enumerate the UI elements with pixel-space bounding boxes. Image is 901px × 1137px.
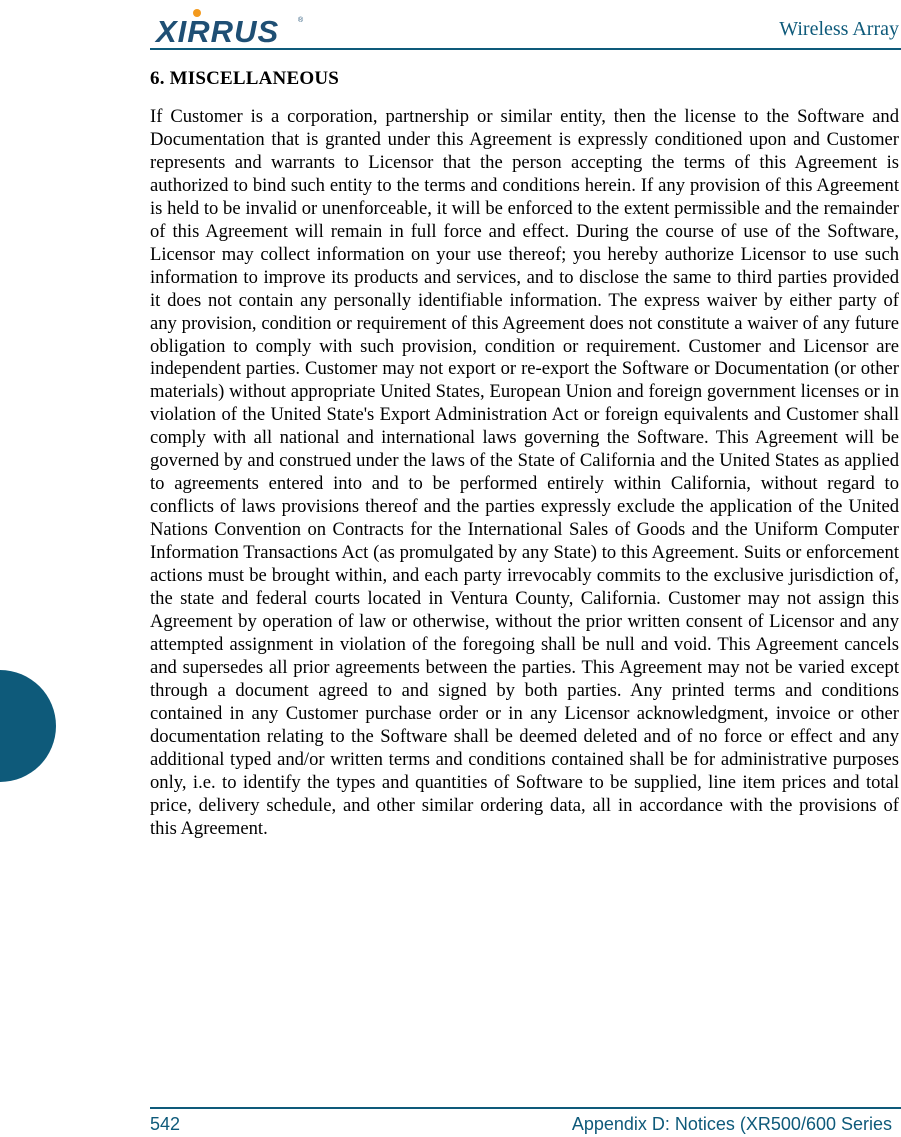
- chapter-tab-marker: [0, 670, 56, 782]
- section-heading: 6. MISCELLANEOUS: [150, 68, 340, 89]
- footer-chapter-title: Appendix D: Notices (XR500/600 Series: [571, 1114, 892, 1134]
- page-header: [150, 0, 901, 52]
- body-paragraph: If Customer is a corporation, partnership or similar entity, then the license to the Software and Documentation that is granted under this Agreement is expressly conditioned upon and Customer represents and warrants to Licensor that the person accepting the terms of this Agreement is authorized to bind such entity to the terms and conditions herein. If any provision of this Agreement is held to be invalid or unenforceable, it will be enforced to the extent permissible and the remainder of this Agreement will remain in full force and effect. During the course of use of the Software, Licensor may collect information on your use thereof; you hereby authorize Licensor to use such information to improve its products and services, and to disclose the same to third parties provided it does not contain any personally identifiable information. The express waiver by either party of any provision, condition or requirement of this Agreement does not constitute a waiver of any future obligation to comply with such provision, condition or requirement. Customer and Licensor are independent parties. Customer may not export or re-export the Software or Documentation (or other materials) without appropriate United States, European Union and foreign government licenses or in violation of the United State's Export Administration Act or foreign equivalents and Customer shall comply with all national and international laws governing the Software. This Agreement will be governed by and construed under the laws of the State of California and the United States as applied to agreements entered into and to be performed entirely within California, without regard to conflicts of laws provisions thereof and the parties expressly exclude the application of the United Nations Convention on Contracts for the International Sales of Goods and the Uniform Computer Information Transactions Act (as promulgated by any State) to this Agreement. Suits or enforcement actions must be brought within, and each party irrevocably commits to the exclusive jurisdiction of, the state and federal courts located in Ventura County, California. Customer may not assign this Agreement by operation of law or otherwise, without the prior written consent of Licensor and any attempted assignment in violation of the foregoing shall be null and void. This Agreement cancels and supersedes all prior agreements between the parties. This Agreement may not be varied except through a document agreed to and signed by both parties. Any printed terms and conditions contained in any Customer purchase order or in any Licensor acknowledgment, invoice or other documentation relating to the Software shall be deemed deleted and of no force or effect and any additional typed and/or written terms and conditions contained shall be for administrative purposes only, i.e. to identify the types and quantities of Software to be supplied, line item prices and total price, delivery schedule, and other similar ordering data, all in accordance with the provisions of this Agreement.: [150, 106, 899, 839]
- header-title: Wireless Array: [779, 18, 899, 40]
- xirrus-logo: [154, 8, 306, 44]
- svg-text:®: ®: [298, 17, 304, 24]
- page-number: 542: [150, 1114, 181, 1134]
- svg-text:XIRRUS: XIRRUS: [156, 14, 280, 44]
- header-divider: [150, 48, 901, 50]
- footer-divider: [150, 1107, 901, 1109]
